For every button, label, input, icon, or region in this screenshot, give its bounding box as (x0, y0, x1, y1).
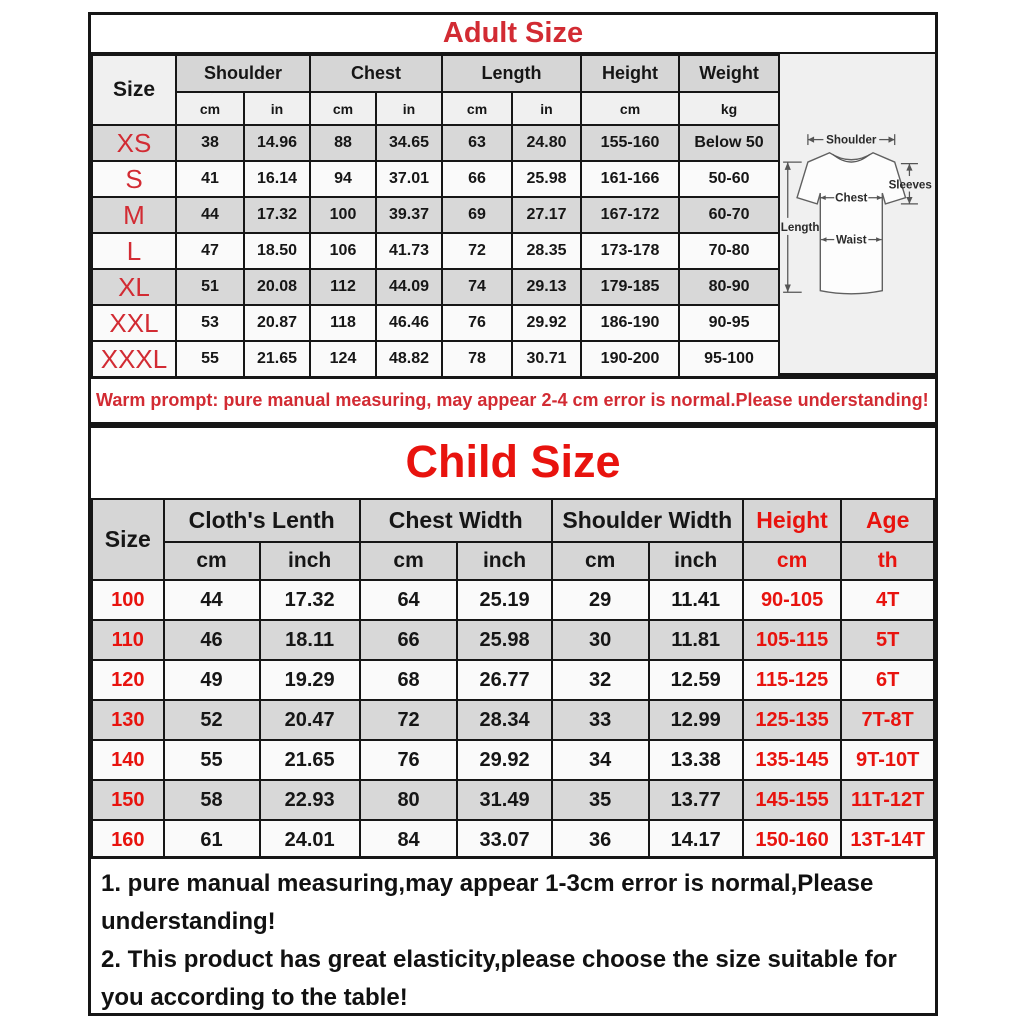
adult-S-chest_in: 37.01 (376, 161, 442, 197)
adult-unit-shoulder-in: in (244, 92, 310, 125)
child-140-chest_inch: 29.92 (457, 740, 551, 780)
child-130-chest_inch: 28.34 (457, 700, 551, 740)
child-unit-chest-cm: cm (360, 542, 458, 580)
adult-M-weight_kg: 60-70 (679, 197, 779, 233)
child-130-age: 7T-8T (841, 700, 934, 740)
adult-XXL-length_cm: 76 (442, 305, 512, 341)
child-140-size: 140 (92, 740, 164, 780)
adult-size-section (88, 12, 938, 376)
adult-XXL-size: XXL (92, 305, 176, 341)
adult-XS-shoulder_cm: 38 (176, 125, 244, 161)
adult-XS-length_in: 24.80 (512, 125, 581, 161)
adult-XXXL-chest_in: 48.82 (376, 341, 442, 377)
child-100-chest_inch: 25.19 (457, 580, 551, 620)
child-120-shoulder_inch: 12.59 (649, 660, 743, 700)
adult-M-size: M (92, 197, 176, 233)
child-row-150 (92, 780, 934, 820)
adult-M-chest_in: 39.37 (376, 197, 442, 233)
adult-L-weight_kg: 70-80 (679, 233, 779, 269)
child-140-cloth_inch: 21.65 (260, 740, 360, 780)
child-110-cloth_cm: 46 (164, 620, 260, 660)
adult-XL-shoulder_in: 20.08 (244, 269, 310, 305)
adult-header-height: Height (581, 55, 679, 92)
adult-XXXL-shoulder_cm: 55 (176, 341, 244, 377)
adult-XXXL-size: XXXL (92, 341, 176, 377)
adult-L-chest_cm: 106 (310, 233, 376, 269)
child-150-shoulder_cm: 35 (552, 780, 649, 820)
tshirt-diagram-svg (780, 94, 935, 334)
child-row-100 (92, 580, 934, 620)
adult-unit-shoulder-cm: cm (176, 92, 244, 125)
adult-L-length_cm: 72 (442, 233, 512, 269)
adult-XL-length_in: 29.13 (512, 269, 581, 305)
child-unit-height-cm: cm (743, 542, 842, 580)
adult-row-XXL (92, 305, 779, 341)
note-2: 2. This product has great elasticity,please choose the size suitable for you according to the table! (101, 946, 897, 1011)
child-size-column-header: Size (92, 499, 164, 580)
adult-XS-height_cm: 155-160 (581, 125, 679, 161)
child-160-cloth_inch: 24.01 (260, 820, 360, 860)
adult-L-length_in: 28.35 (512, 233, 581, 269)
child-110-age: 5T (841, 620, 934, 660)
adult-XS-chest_in: 34.65 (376, 125, 442, 161)
adult-XXL-chest_in: 46.46 (376, 305, 442, 341)
adult-size-column-header: Size (92, 55, 176, 125)
child-130-cloth_inch: 20.47 (260, 700, 360, 740)
note-1: 1. pure manual measuring,may appear 1-3cm error is normal,Please understanding! (101, 870, 874, 935)
child-110-chest_inch: 25.98 (457, 620, 551, 660)
adult-XS-size: XS (92, 125, 176, 161)
child-150-chest_cm: 80 (360, 780, 458, 820)
child-120-age: 6T (841, 660, 934, 700)
length-arrow-bottom (785, 284, 791, 292)
child-100-height: 90-105 (743, 580, 842, 620)
adult-unit-length-in: in (512, 92, 581, 125)
adult-row-L (92, 233, 779, 269)
adult-M-shoulder_in: 17.32 (244, 197, 310, 233)
child-120-chest_inch: 26.77 (457, 660, 551, 700)
adult-M-shoulder_cm: 44 (176, 197, 244, 233)
diagram-label-length: Length (780, 220, 820, 234)
adult-S-chest_cm: 94 (310, 161, 376, 197)
adult-L-size: L (92, 233, 176, 269)
child-160-chest_cm: 84 (360, 820, 458, 860)
child-row-160 (92, 820, 934, 860)
adult-L-height_cm: 173-178 (581, 233, 679, 269)
child-size-title: Child Size (405, 436, 621, 487)
adult-row-M (92, 197, 779, 233)
adult-header-length: Length (442, 55, 581, 92)
adult-unit-height-cm: cm (581, 92, 679, 125)
sleeves-arrow-bottom (906, 196, 912, 203)
child-130-shoulder_inch: 12.99 (649, 700, 743, 740)
child-100-cloth_cm: 44 (164, 580, 260, 620)
child-130-chest_cm: 72 (360, 700, 458, 740)
child-160-height: 150-160 (743, 820, 842, 860)
child-160-shoulder_inch: 14.17 (649, 820, 743, 860)
child-130-size: 130 (92, 700, 164, 740)
diagram-label-chest: Chest (835, 191, 868, 205)
diagram-label-shoulder: Shoulder (826, 132, 877, 146)
child-110-height: 105-115 (743, 620, 842, 660)
child-110-cloth_inch: 18.11 (260, 620, 360, 660)
child-160-chest_inch: 33.07 (457, 820, 551, 860)
child-150-cloth_cm: 58 (164, 780, 260, 820)
child-130-shoulder_cm: 33 (552, 700, 649, 740)
child-row-140 (92, 740, 934, 780)
child-120-chest_cm: 68 (360, 660, 458, 700)
adult-XXXL-shoulder_in: 21.65 (244, 341, 310, 377)
warm-prompt-box (88, 376, 938, 425)
adult-S-length_cm: 66 (442, 161, 512, 197)
adult-XS-length_cm: 63 (442, 125, 512, 161)
sleeves-arrow-top (906, 163, 912, 170)
shoulder-arrow-right (889, 136, 895, 142)
child-130-height: 125-135 (743, 700, 842, 740)
adult-S-weight_kg: 50-60 (679, 161, 779, 197)
child-150-age: 11T-12T (841, 780, 934, 820)
adult-L-shoulder_in: 18.50 (244, 233, 310, 269)
adult-XXL-shoulder_cm: 53 (176, 305, 244, 341)
adult-L-chest_in: 41.73 (376, 233, 442, 269)
adult-unit-chest-in: in (376, 92, 442, 125)
adult-M-chest_cm: 100 (310, 197, 376, 233)
child-110-shoulder_cm: 30 (552, 620, 649, 660)
adult-XXL-height_cm: 186-190 (581, 305, 679, 341)
adult-S-shoulder_cm: 41 (176, 161, 244, 197)
adult-XL-chest_in: 44.09 (376, 269, 442, 305)
adult-XL-shoulder_cm: 51 (176, 269, 244, 305)
child-header-height: Height (743, 499, 842, 542)
child-unit-age-th: th (841, 542, 934, 580)
adult-M-length_cm: 69 (442, 197, 512, 233)
adult-unit-weight-kg: kg (679, 92, 779, 125)
diagram-label-waist: Waist (836, 232, 867, 246)
adult-XS-chest_cm: 88 (310, 125, 376, 161)
adult-unit-length-cm: cm (442, 92, 512, 125)
child-140-shoulder_inch: 13.38 (649, 740, 743, 780)
child-160-size: 160 (92, 820, 164, 860)
adult-M-height_cm: 167-172 (581, 197, 679, 233)
child-100-chest_cm: 64 (360, 580, 458, 620)
adult-XXL-weight_kg: 90-95 (679, 305, 779, 341)
diagram-label-sleeves: Sleeves (888, 177, 932, 191)
tshirt-measurement-diagram (780, 54, 935, 373)
child-160-age: 13T-14T (841, 820, 934, 860)
notes-section (88, 856, 938, 1016)
child-130-cloth_cm: 52 (164, 700, 260, 740)
adult-XL-size: XL (92, 269, 176, 305)
adult-size-table (91, 54, 780, 378)
child-unit-shoulder-cm: cm (552, 542, 649, 580)
adult-size-title: Adult Size (442, 17, 584, 49)
child-unit-cloth-inch: inch (260, 542, 360, 580)
adult-header-weight: Weight (679, 55, 779, 92)
adult-XS-shoulder_in: 14.96 (244, 125, 310, 161)
child-110-shoulder_inch: 11.81 (649, 620, 743, 660)
adult-S-size: S (92, 161, 176, 197)
child-110-size: 110 (92, 620, 164, 660)
child-150-chest_inch: 31.49 (457, 780, 551, 820)
child-120-cloth_cm: 49 (164, 660, 260, 700)
child-150-shoulder_inch: 13.77 (649, 780, 743, 820)
adult-XL-weight_kg: 80-90 (679, 269, 779, 305)
adult-XXL-chest_cm: 118 (310, 305, 376, 341)
adult-row-XXXL (92, 341, 779, 377)
child-100-cloth_inch: 17.32 (260, 580, 360, 620)
child-140-cloth_cm: 55 (164, 740, 260, 780)
child-unit-chest-inch: inch (457, 542, 551, 580)
adult-S-shoulder_in: 16.14 (244, 161, 310, 197)
adult-row-XL (92, 269, 779, 305)
adult-S-height_cm: 161-166 (581, 161, 679, 197)
child-header-chest-width: Chest Width (360, 499, 552, 542)
child-120-height: 115-125 (743, 660, 842, 700)
child-160-cloth_cm: 61 (164, 820, 260, 860)
adult-header-shoulder: Shoulder (176, 55, 310, 92)
adult-unit-chest-cm: cm (310, 92, 376, 125)
child-140-height: 135-145 (743, 740, 842, 780)
adult-XXL-length_in: 29.92 (512, 305, 581, 341)
child-row-130 (92, 700, 934, 740)
child-row-110 (92, 620, 934, 660)
child-140-chest_cm: 76 (360, 740, 458, 780)
adult-XL-height_cm: 179-185 (581, 269, 679, 305)
child-150-size: 150 (92, 780, 164, 820)
child-150-cloth_inch: 22.93 (260, 780, 360, 820)
length-arrow-top (785, 162, 791, 170)
child-100-age: 4T (841, 580, 934, 620)
child-110-chest_cm: 66 (360, 620, 458, 660)
adult-XXXL-length_in: 30.71 (512, 341, 581, 377)
child-140-shoulder_cm: 34 (552, 740, 649, 780)
adult-XXXL-chest_cm: 124 (310, 341, 376, 377)
adult-L-shoulder_cm: 47 (176, 233, 244, 269)
child-unit-shoulder-inch: inch (649, 542, 743, 580)
adult-M-length_in: 27.17 (512, 197, 581, 233)
adult-row-XS (92, 125, 779, 161)
adult-XXL-shoulder_in: 20.87 (244, 305, 310, 341)
child-size-table (91, 498, 935, 861)
adult-header-chest: Chest (310, 55, 442, 92)
adult-row-S (92, 161, 779, 197)
child-100-size: 100 (92, 580, 164, 620)
child-header-cloth-length: Cloth's Lenth (164, 499, 360, 542)
child-160-shoulder_cm: 36 (552, 820, 649, 860)
adult-XS-weight_kg: Below 50 (679, 125, 779, 161)
child-row-120 (92, 660, 934, 700)
shoulder-arrow-left (808, 136, 814, 142)
adult-XL-chest_cm: 112 (310, 269, 376, 305)
child-100-shoulder_inch: 11.41 (649, 580, 743, 620)
child-unit-cloth-cm: cm (164, 542, 260, 580)
child-header-age: Age (841, 499, 934, 542)
adult-XL-length_cm: 74 (442, 269, 512, 305)
adult-XXXL-length_cm: 78 (442, 341, 512, 377)
child-120-cloth_inch: 19.29 (260, 660, 360, 700)
warm-prompt-text: Warm prompt: pure manual measuring, may appear 2-4 cm error is normal.Please understanding! (96, 390, 929, 410)
child-150-height: 145-155 (743, 780, 842, 820)
adult-XXXL-weight_kg: 95-100 (679, 341, 779, 377)
child-size-section (88, 425, 938, 856)
child-header-shoulder-width: Shoulder Width (552, 499, 743, 542)
adult-size-content (91, 52, 935, 373)
child-120-size: 120 (92, 660, 164, 700)
child-140-age: 9T-10T (841, 740, 934, 780)
adult-S-length_in: 25.98 (512, 161, 581, 197)
child-120-shoulder_cm: 32 (552, 660, 649, 700)
adult-XXXL-height_cm: 190-200 (581, 341, 679, 377)
child-100-shoulder_cm: 29 (552, 580, 649, 620)
